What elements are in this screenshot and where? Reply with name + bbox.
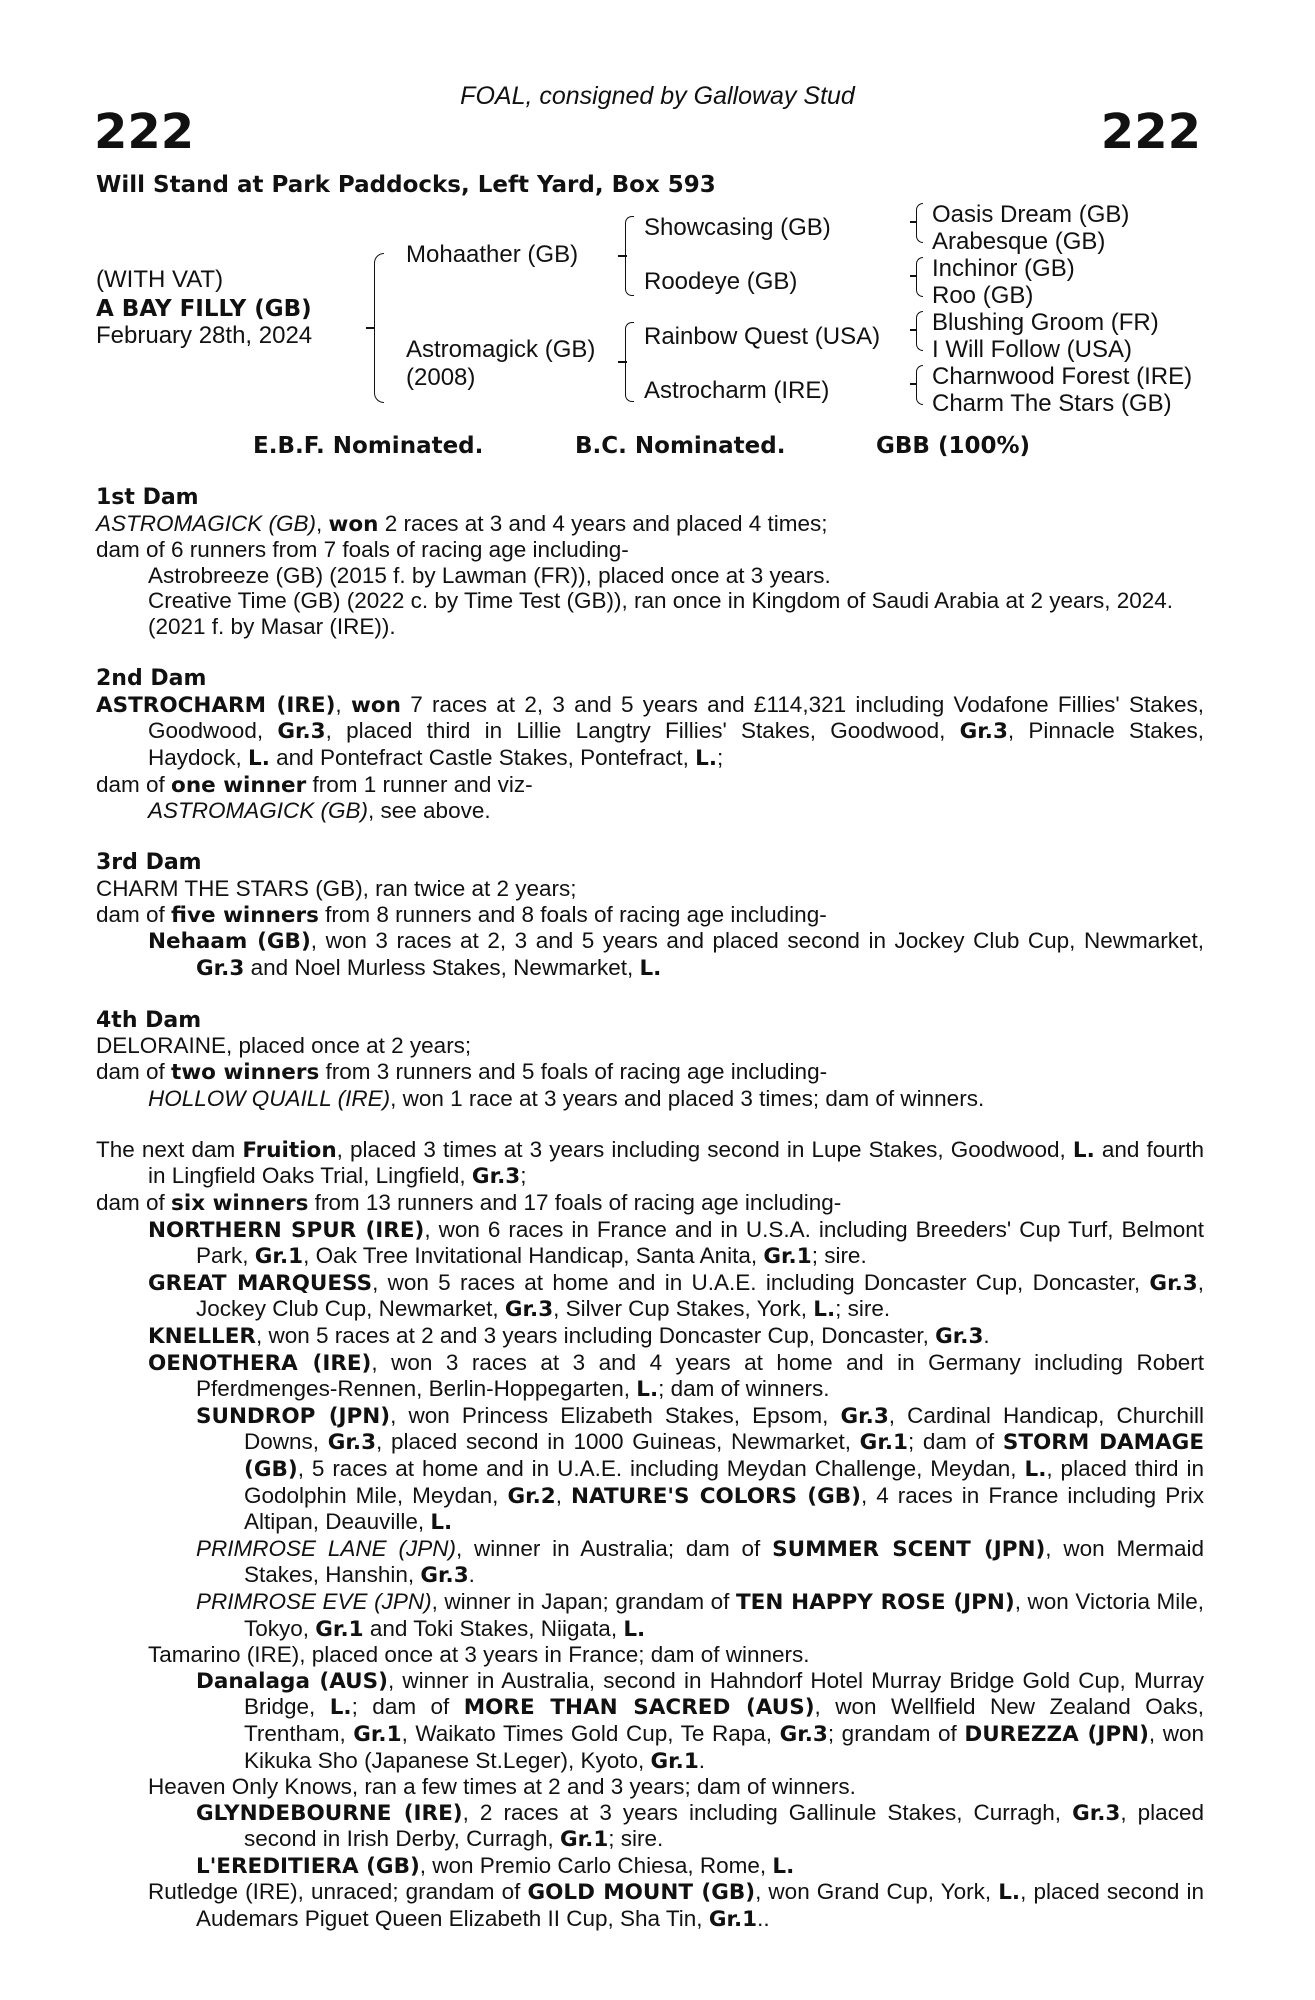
offspring-tamarino: Tamarino (IRE), placed once at 3 years in France; dam of winners. <box>148 1642 810 1668</box>
offspring-oenothera: OENOTHERA (IRE), won 3 races at 3 and 4 years at home and in Germany including Robert Pferdmenges-Rennen, Berlin-Hoppegarten, L.; dam of winners. <box>148 1349 1205 1403</box>
subject-dob: February 28th, 2024 <box>96 322 313 349</box>
offspring-heaven-only-knows: Heaven Only Knows, ran a few times at 2 and 3 years; dam of winners. <box>148 1774 856 1800</box>
offspring-lereditiera: L'EREDITIERA (GB), won Premio Carlo Chiesa, Rome, L. <box>196 1852 795 1879</box>
offspring-kneller: KNELLER, won 5 races at 2 and 3 years including Doncaster Cup, Doncaster, Gr.3. <box>148 1323 990 1349</box>
catalogue-body <box>96 484 1204 1933</box>
third-dam-record: CHARM THE STARS (GB), ran twice at 2 years; <box>96 875 577 901</box>
ebf-nominated: E.B.F. Nominated. <box>253 433 484 459</box>
pedigree-brace-sire-point <box>618 255 627 257</box>
gbb-status: GBB (100%) <box>876 433 1031 459</box>
next-dam-record: The next dam Fruition, placed 3 times at 3 years including second in Lupe Stakes, Goodwood, L. and fourth in Lingfield Oaks Trial, Lingfield, Gr.3; <box>96 1136 1204 1190</box>
pedigree-g3-6: I Will Follow (USA) <box>932 336 1133 363</box>
pedigree-dam-year: (2008) <box>406 364 476 391</box>
stand-location: Will Stand at Park Paddocks, Left Yard, Box 593 <box>96 172 716 198</box>
second-dam-produce: dam of one winner from 1 runner and viz- <box>96 771 533 798</box>
fourth-dam-heading: 4th Dam <box>96 1007 202 1033</box>
fourth-dam-record: DELORAINE, placed once at 2 years; <box>96 1033 472 1059</box>
pedigree-g3-7: Charnwood Forest (IRE) <box>932 363 1193 390</box>
pedigree-brace-g3-4 <box>916 365 923 405</box>
first-dam-offspring-2: Creative Time (GB) (2022 c. by Time Test (GB)), ran once in Kingdom of Saudi Arabia at 2 years, 2024. <box>148 588 1174 614</box>
pedigree-dam-dam: Astrocharm (IRE) <box>644 377 830 404</box>
fourth-dam-produce: dam of two winners from 3 runners and 5 foals of racing age including- <box>96 1059 828 1086</box>
first-dam-offspring-3: (2021 f. by Masar (IRE)). <box>148 613 396 639</box>
pedigree-brace-g3-3-point <box>910 329 917 331</box>
pedigree-brace-g3-1-point <box>910 221 917 223</box>
offspring-northern-spur: NORTHERN SPUR (IRE), won 6 races in France and in U.S.A. including Breeders' Cup Turf, Belmont Park, Gr.1, Oak Tree Invitational Handicap, Santa Anita, Gr.1; sire. <box>148 1216 1204 1270</box>
pedigree-brace-g3-1 <box>916 203 923 243</box>
lot-number-left: 222 <box>94 104 195 160</box>
second-dam-record: ASTROCHARM (IRE), won 7 races at 2, 3 and 5 years and £114,321 including Vodafone Fillies' Stakes, Goodwood, Gr.3, placed third in Lillie Langtry Fillies' Stakes, Goodwood, Gr.3, Pinnacle Stakes, Haydock, L. and Pontefract Castle Stakes, Pontefract, L.; <box>96 691 1204 771</box>
pedigree-g3-4: Roo (GB) <box>932 282 1034 309</box>
pedigree-dam-sire: Rainbow Quest (USA) <box>644 323 881 350</box>
offspring-great-marquess: GREAT MARQUESS, won 5 races at home and in U.A.E. including Doncaster Cup, Doncaster, Gr.3, Jockey Club Cup, Newmarket, Gr.3, Silver Cup Stakes, York, L.; sire. <box>148 1269 1204 1323</box>
pedigree-brace-g3-2 <box>916 257 923 297</box>
pedigree-brace-g3-2-point <box>910 275 917 277</box>
second-dam-heading: 2nd Dam <box>96 666 207 692</box>
offspring-rutledge: Rutledge (IRE), unraced; grandam of GOLD MOUNT (GB), won Grand Cup, York, L., placed second in Audemars Piguet Queen Elizabeth II Cup, Sha Tin, Gr.1.. <box>148 1879 1205 1933</box>
offspring-sundrop: SUNDROP (JPN), won Princess Elizabeth Stakes, Epsom, Gr.3, Cardinal Handicap, Churchill Downs, Gr.3, placed second in 1000 Guineas, Newmarket, Gr.1; dam of STORM DAMAGE (GB), 5 races at home and in U.A.E. including Meydan Challenge, Meydan, L., placed third in Godolphin Mile, Meydan, Gr.2, NATURE'S COLORS (GB), 4 races in France including Prix Altipan, Deauville, L. <box>196 1402 1205 1536</box>
pedigree-sire: Mohaather (GB) <box>406 241 579 268</box>
offspring-danalaga: Danalaga (AUS), winner in Australia, second in Hahndorf Hotel Murray Bridge Gold Cup, Murray Bridge, L.; dam of MORE THAN SACRED (AUS), won Wellfield New Zealand Oaks, Trentham, Gr.1, Waikato Times Gold Cup, Te Rapa, Gr.3; grandam of DUREZZA (JPN), won Kikuka Sho (Japanese St.Leger), Kyoto, Gr.1. <box>196 1667 1204 1774</box>
third-dam-offspring: Nehaam (GB), won 3 races at 2, 3 and 5 years and placed second in Jockey Club Cup, Newmarket, Gr.3 and Noel Murless Stakes, Newmarket, L. <box>148 928 1204 981</box>
first-dam-heading: 1st Dam <box>96 485 199 510</box>
next-dam-produce: dam of six winners from 13 runners and 17 foals of racing age including- <box>96 1190 842 1217</box>
fourth-dam-offspring: HOLLOW QUAILL (IRE), won 1 race at 3 years and placed 3 times; dam of winners. <box>148 1085 985 1111</box>
first-dam-produce: dam of 6 runners from 7 foals of racing age including- <box>96 537 629 563</box>
pedigree-brace-g3-4-point <box>910 383 917 385</box>
first-dam-line: ASTROMAGICK (GB), won 2 races at 3 and 4 years and placed 4 times; <box>96 510 828 537</box>
pedigree-brace-dam-point <box>618 361 627 363</box>
first-dam-offspring-1: Astrobreeze (GB) (2015 f. by Lawman (FR)), placed once at 3 years. <box>148 562 831 588</box>
subject-name: A BAY FILLY (GB) <box>96 296 312 322</box>
pedigree-brace-g3-3 <box>916 311 923 351</box>
lot-number-right: 222 <box>1100 104 1201 160</box>
pedigree-g3-5: Blushing Groom (FR) <box>932 309 1159 336</box>
pedigree-g3-1: Oasis Dream (GB) <box>932 201 1130 228</box>
pedigree-brace-main-point <box>366 327 375 329</box>
third-dam-produce: dam of five winners from 8 runners and 8 foals of racing age including- <box>96 901 827 928</box>
second-dam-name: ASTROCHARM (IRE) <box>96 692 336 718</box>
third-dam-heading: 3rd Dam <box>96 850 202 876</box>
offspring-primrose-lane: PRIMROSE LANE (JPN), winner in Australia; dam of SUMMER SCENT (JPN), won Mermaid Stakes, Hanshin, Gr.3. <box>196 1535 1205 1589</box>
first-dam-name: ASTROMAGICK (GB) <box>96 510 317 536</box>
pedigree-g3-8: Charm The Stars (GB) <box>932 390 1172 417</box>
bc-nominated: B.C. Nominated. <box>575 433 786 459</box>
pedigree-sire-sire: Showcasing (GB) <box>644 214 831 241</box>
offspring-primrose-eve: PRIMROSE EVE (JPN), winner in Japan; grandam of TEN HAPPY ROSE (JPN), won Victoria Mile, Tokyo, Gr.1 and Toki Stakes, Niigata, L. <box>196 1588 1204 1642</box>
vat-label: (WITH VAT) <box>96 266 224 293</box>
pedigree-g3-2: Arabesque (GB) <box>932 228 1106 255</box>
pedigree-sire-dam: Roodeye (GB) <box>644 268 798 295</box>
second-dam-offspring: ASTROMAGICK (GB), see above. <box>148 798 491 824</box>
pedigree-brace-main <box>374 253 384 403</box>
pedigree-g3-3: Inchinor (GB) <box>932 255 1075 282</box>
pedigree-dam: Astromagick (GB) <box>406 336 596 363</box>
consignment-line: FOAL, consigned by Galloway Stud <box>460 82 855 110</box>
offspring-glyndebourne: GLYNDEBOURNE (IRE), 2 races at 3 years including Gallinule Stakes, Curragh, Gr.3, placed second in Irish Derby, Curragh, Gr.1; sire. <box>196 1799 1204 1853</box>
